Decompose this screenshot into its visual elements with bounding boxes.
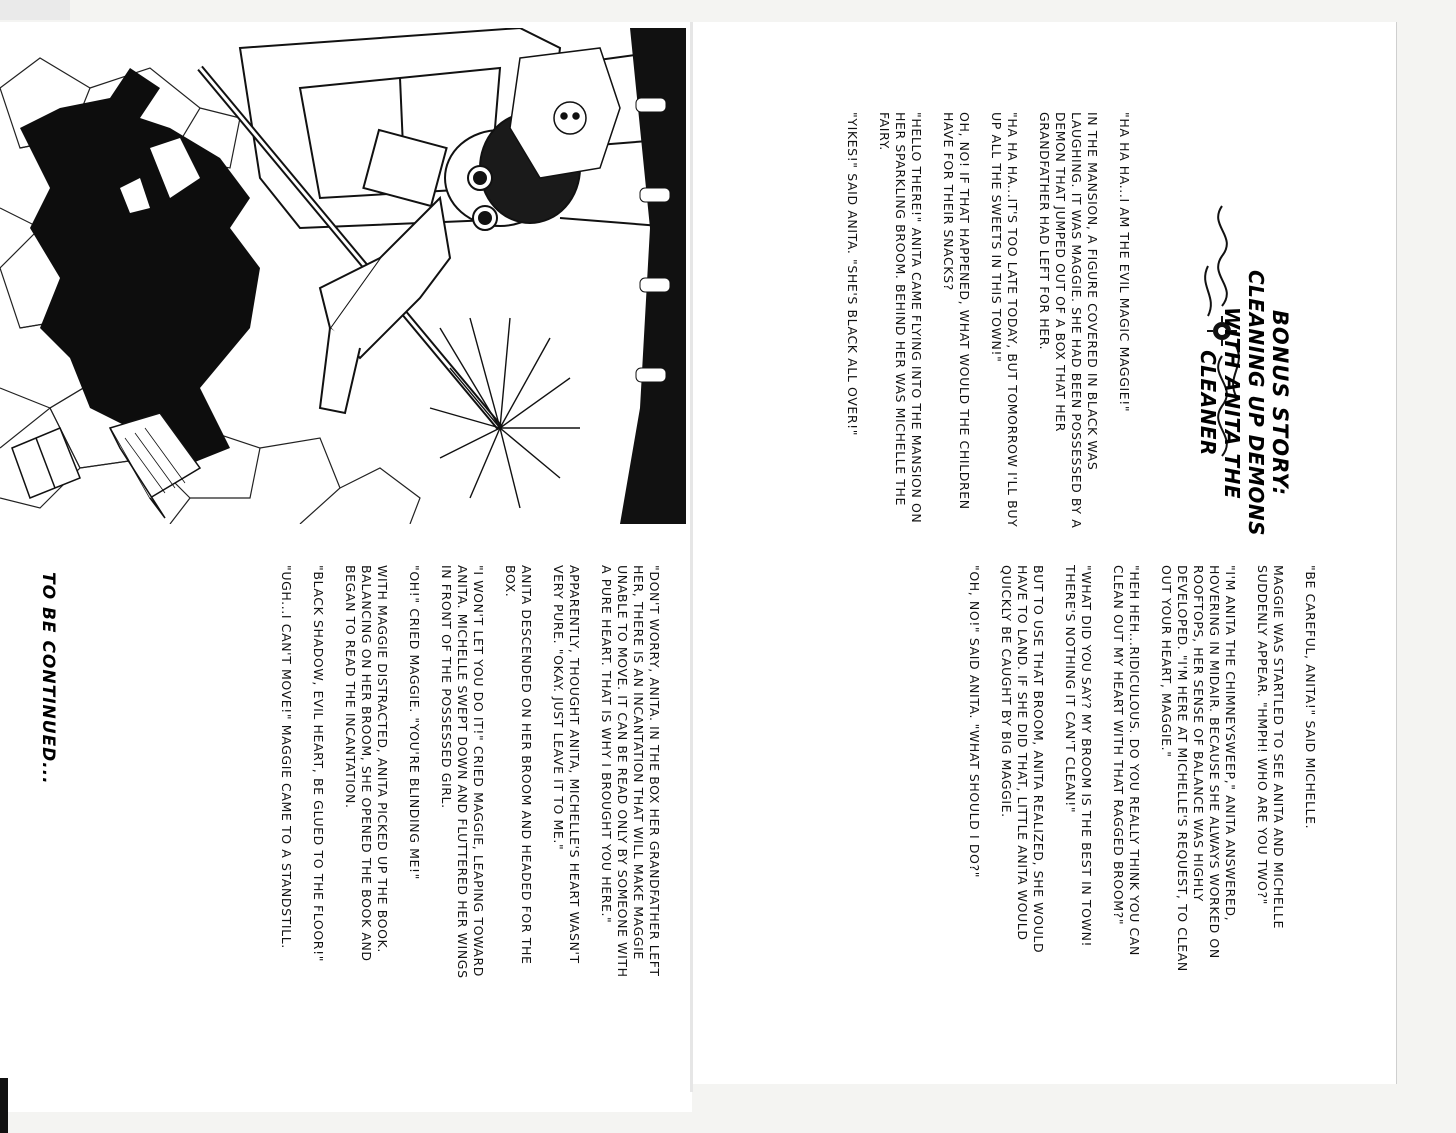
paragraph: WITH MAGGIE DISTRACTED, ANITA PICKED UP THE BOOK. BALANCING ON HER BROOM, SHE OPENED THE BOOK AND BEGAN TO READ THE INCANTATION. [343, 565, 390, 962]
paragraph: "BLACK SHADOW, EVIL HEART, BE GLUED TO THE FLOOR!" [311, 565, 326, 963]
paragraph: "HEH HEH...RIDICULOUS. DO YOU REALLY THINK YOU CAN CLEAN OUT MY HEART WITH THAT RAGGED BROOM?" [1111, 565, 1142, 956]
story-title [1196, 258, 1292, 548]
paragraph: "YIKES!" SAID ANITA. "SHE'S BLACK ALL OVER!" [845, 112, 860, 437]
to-be-continued: TO BE CONTINUED... [38, 572, 58, 785]
paragraph: "OH, NO!" SAID ANITA. "WHAT SHOULD I DO?" [967, 565, 982, 879]
paragraph: APPARENTLY, THOUGHT ANITA, MICHELLE'S HEART WASN'T VERY PURE. "OKAY. JUST LEAVE IT TO ME." [551, 565, 582, 964]
story-illustration [0, 28, 686, 524]
paragraph: "WHAT DID YOU SAY? MY BROOM IS THE BEST IN TOWN! THERE'S NOTHING IT CAN'T CLEAN!" [1063, 565, 1094, 948]
paragraph: BUT TO USE THAT BROOM, ANITA REALIZED, SHE WOULD HAVE TO LAND. IF SHE DID THAT, LITTLE ANITA WOULD QUICKLY BE CAUGHT BY BIG MAGGIE. [999, 565, 1046, 954]
paragraph: "HA HA HA...IT'S TOO LATE TODAY, BUT TOMORROW I'LL BUY UP ALL THE SWEETS IN THIS TOWN!" [989, 112, 1020, 528]
paragraph: MAGGIE WAS STARTLED TO SEE ANITA AND MICHELLE SUDDENLY APPEAR. "HMPH! WHO ARE YOU TWO?" [1255, 565, 1286, 929]
paragraph: "HELLO THERE!" ANITA CAME FLYING INTO THE MANSION ON HER SPARKLING BROOM. BEHIND HER WAS MICHELLE THE FAIRY. [877, 112, 924, 524]
title-line-3: WITH ANITA THE CLEANER [1196, 306, 1244, 500]
paragraph: "BE CAREFUL, ANITA!" SAID MICHELLE. [1303, 565, 1318, 830]
paragraph: IN THE MANSION, A FIGURE COVERED IN BLACK WAS LAUGHING. IT WAS MAGGIE. SHE HAD BEEN POSSESSED BY A DEMON THAT JUMPED OUT OF A BOX THAT HER GRANDFATHER HAD LEFT FOR HER. [1037, 112, 1100, 529]
text-column-3 [262, 565, 662, 983]
paragraph: OH, NO! IF THAT HAPPENED, WHAT WOULD THE CHILDREN HAVE FOR THEIR SNACKS? [941, 112, 972, 510]
title-line-2: CLEANING UP DEMONS [1244, 269, 1268, 537]
paragraph: "HA HA HA...I AM THE EVIL MAGIC MAGGIE!" [1117, 112, 1132, 413]
scan-edge-mark [0, 1078, 8, 1133]
page-gutter [690, 22, 693, 1092]
text-column-1 [828, 112, 1132, 530]
paragraph: "OH!" CRIED MAGGIE. "YOU'RE BLINDING ME!" [407, 565, 422, 880]
paragraph: "UGH...I CAN'T MOVE!" MAGGIE CAME TO A STANDSTILL. [279, 565, 294, 949]
paragraph: "I'M ANITA THE CHIMNEYSWEEP," ANITA ANSWERED, HOVERING IN MIDAIR. BECAUSE SHE ALWAYS WORKED ON ROOFTOPS, HER SENSE OF BALANCE WAS HIGHLY DEVELOPED. "I'M HERE AT MICHELLE'S REQUEST, TO CLEAN OUT YOUR HEART, MAGGIE." [1159, 565, 1238, 972]
scan-edge [0, 0, 70, 20]
paragraph: "I WON'T LET YOU DO IT!" CRIED MAGGIE, LEAPING TOWARD ANITA. MICHELLE SWEPT DOWN AND FLUTTERED HER WINGS IN FRONT OF THE POSSESSED GIRL. [439, 565, 486, 979]
text-column-2 [950, 565, 1318, 983]
paragraph: "DON'T WORRY, ANITA. IN THE BOX HER GRANDFATHER LEFT HER, THERE IS AN INCANTATION THAT WILL MAKE MAGGIE UNABLE TO MOVE. IT CAN BE READ ONLY BY SOMEONE WITH A PURE HEART. THAT IS WHY I BROUGHT YOU HERE." [599, 565, 662, 978]
paragraph: ANITA DESCENDED ON HER BROOM AND HEADED FOR THE BOX. [503, 565, 534, 965]
title-line-1: BONUS STORY: [1268, 309, 1292, 497]
